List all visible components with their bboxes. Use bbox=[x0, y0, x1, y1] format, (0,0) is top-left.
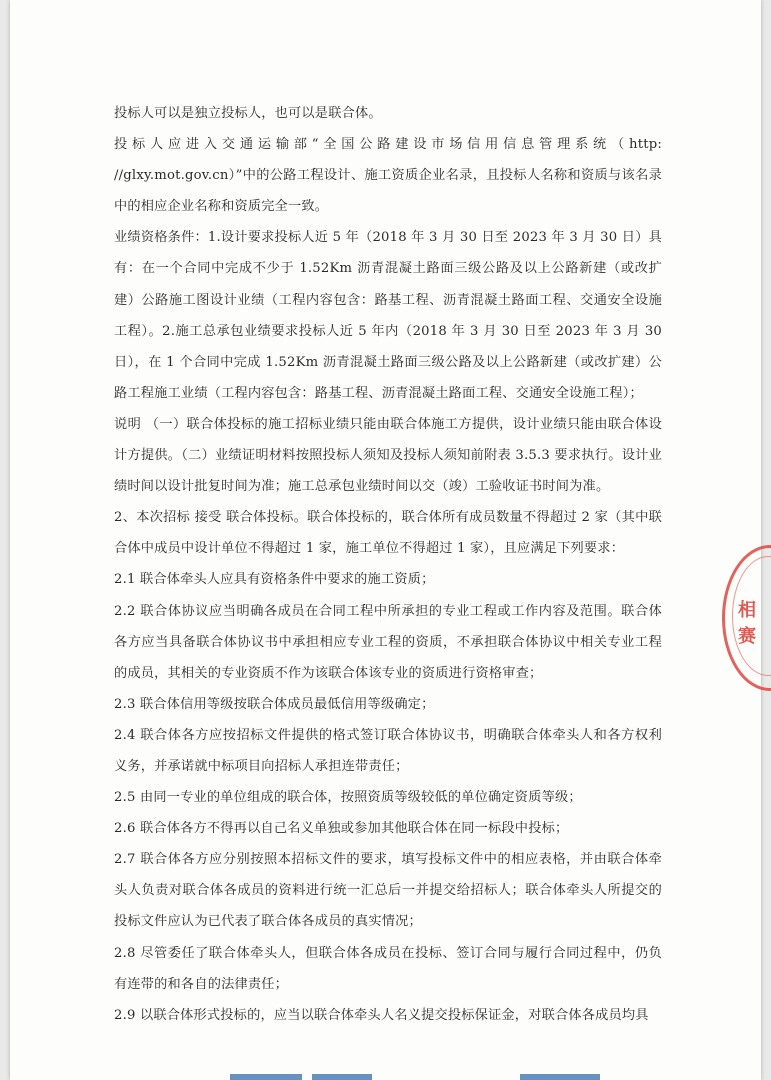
toolbar-edge bbox=[312, 1074, 372, 1080]
toolbar-edge bbox=[230, 1074, 302, 1080]
paragraph-2-4: 2.4 联合体各方应按招标文件提供的格式签订联合体协议书，明确联合体牵头人和各方权利义务，并承诺就中标项目向招标人承担连带责任； bbox=[114, 727, 662, 774]
paragraph-explanation: 说明 （一）联合体投标的施工招标业绩只能由联合体施工方提供，设计业绩只能由联合体设计方提供。（二）业绩证明材料按照投标人须知及投标人须知前附表 3.5.3 要求执行。设计业绩时间以设计批复时间为准；施工总承包业绩时间以交（竣）工验收证书时间为准。 bbox=[114, 416, 662, 495]
seal-glyph: 相 bbox=[738, 600, 756, 621]
paragraph-credit-system: 投标人应进入交通运输部“全国公路建设市场信用信息管理系统（http: //glxy.mot.gov.cn）”中的公路工程设计、施工资质企业名录，且投标人名称和资质与该名录中的相应企业名称和资质完全一致。 bbox=[114, 137, 662, 215]
document-page bbox=[10, 0, 761, 1080]
paragraph-2-8: 2.8 尽管委任了联合体牵头人，但联合体各成员在投标、签订合同与履行合同过程中，仍负有连带的和各自的法律责任； bbox=[114, 945, 662, 992]
paragraph-2-7: 2.7 联合体各方应分别按照本招标文件的要求，填写投标文件中的相应表格，并由联合体牵头人负责对联合体各成员的资料进行统一汇总后一并提交给招标人；联合体牵头人所提交的投标文件应认为已代表了联合体各成员的真实情况； bbox=[114, 852, 662, 930]
paragraph-2-2: 2.2 联合体协议应当明确各成员在合同工程中所承担的专业工程或工作内容及范围。联合体各方应当具备联合体协议书中承担相应专业工程的资质，不承担联合体协议中相关专业工程的成员，其相关的专业资质不作为该联合体该专业的资质进行资格审查； bbox=[114, 603, 662, 681]
paragraph-consortium-acceptance: 2、本次招标 接受 联合体投标。联合体投标的，联合体所有成员数量不得超过 2 家（其中联合体中成员中设计单位不得超过 1 家，施工单位不得超过 1 家），且应满足下列要求： bbox=[114, 510, 662, 557]
document-body bbox=[114, 98, 662, 1031]
paragraph-2-9: 2.9 以联合体形式投标的，应当以联合体牵头人名义提交投标保证金，对联合体各成员均具 bbox=[114, 1007, 649, 1023]
toolbar-edge bbox=[520, 1074, 600, 1080]
seal-glyph: 赛 bbox=[738, 626, 756, 647]
paragraph-2-1: 2.1 联合体牵头人应具有资格条件中要求的施工资质； bbox=[114, 572, 435, 588]
paragraph-joint-bidder: 投标人可以是独立投标人，也可以是联合体。 bbox=[114, 106, 382, 121]
paragraph-2-6: 2.6 联合体各方不得再以自己名义单独或参加其他联合体在同一标段中投标； bbox=[114, 821, 569, 837]
paragraph-2-5: 2.5 由同一专业的单位组成的联合体，按照资质等级较低的单位确定资质等级； bbox=[114, 790, 582, 806]
paragraph-2-3: 2.3 联合体信用等级按联合体成员最低信用等级确定； bbox=[114, 696, 435, 712]
paragraph-performance-qualification: 业绩资格条件：1.设计要求投标人近 5 年（2018 年 3 月 30 日至 2023 年 3 月 30 日）具有：在一个合同中完成不少于 1.52Km 沥青混凝土路面三级公路及以上公路新建（或改扩建）公路施工图设计业绩（工程内容包含：路基工程、沥青混凝土路面工程、交通安全设施工程）。2.施工总承包业绩要求投标人近 5 年内（2018 年 3 月 30 日至 2023 年 3 月 30 日），在 1 个合同中完成 1.52Km 沥青混凝土路面三级公路及以上公路新建（或改扩建）公路工程施工业绩（工程内容包含：路基工程、沥青混凝土路面工程、交通安全设施工程）； bbox=[114, 230, 662, 401]
